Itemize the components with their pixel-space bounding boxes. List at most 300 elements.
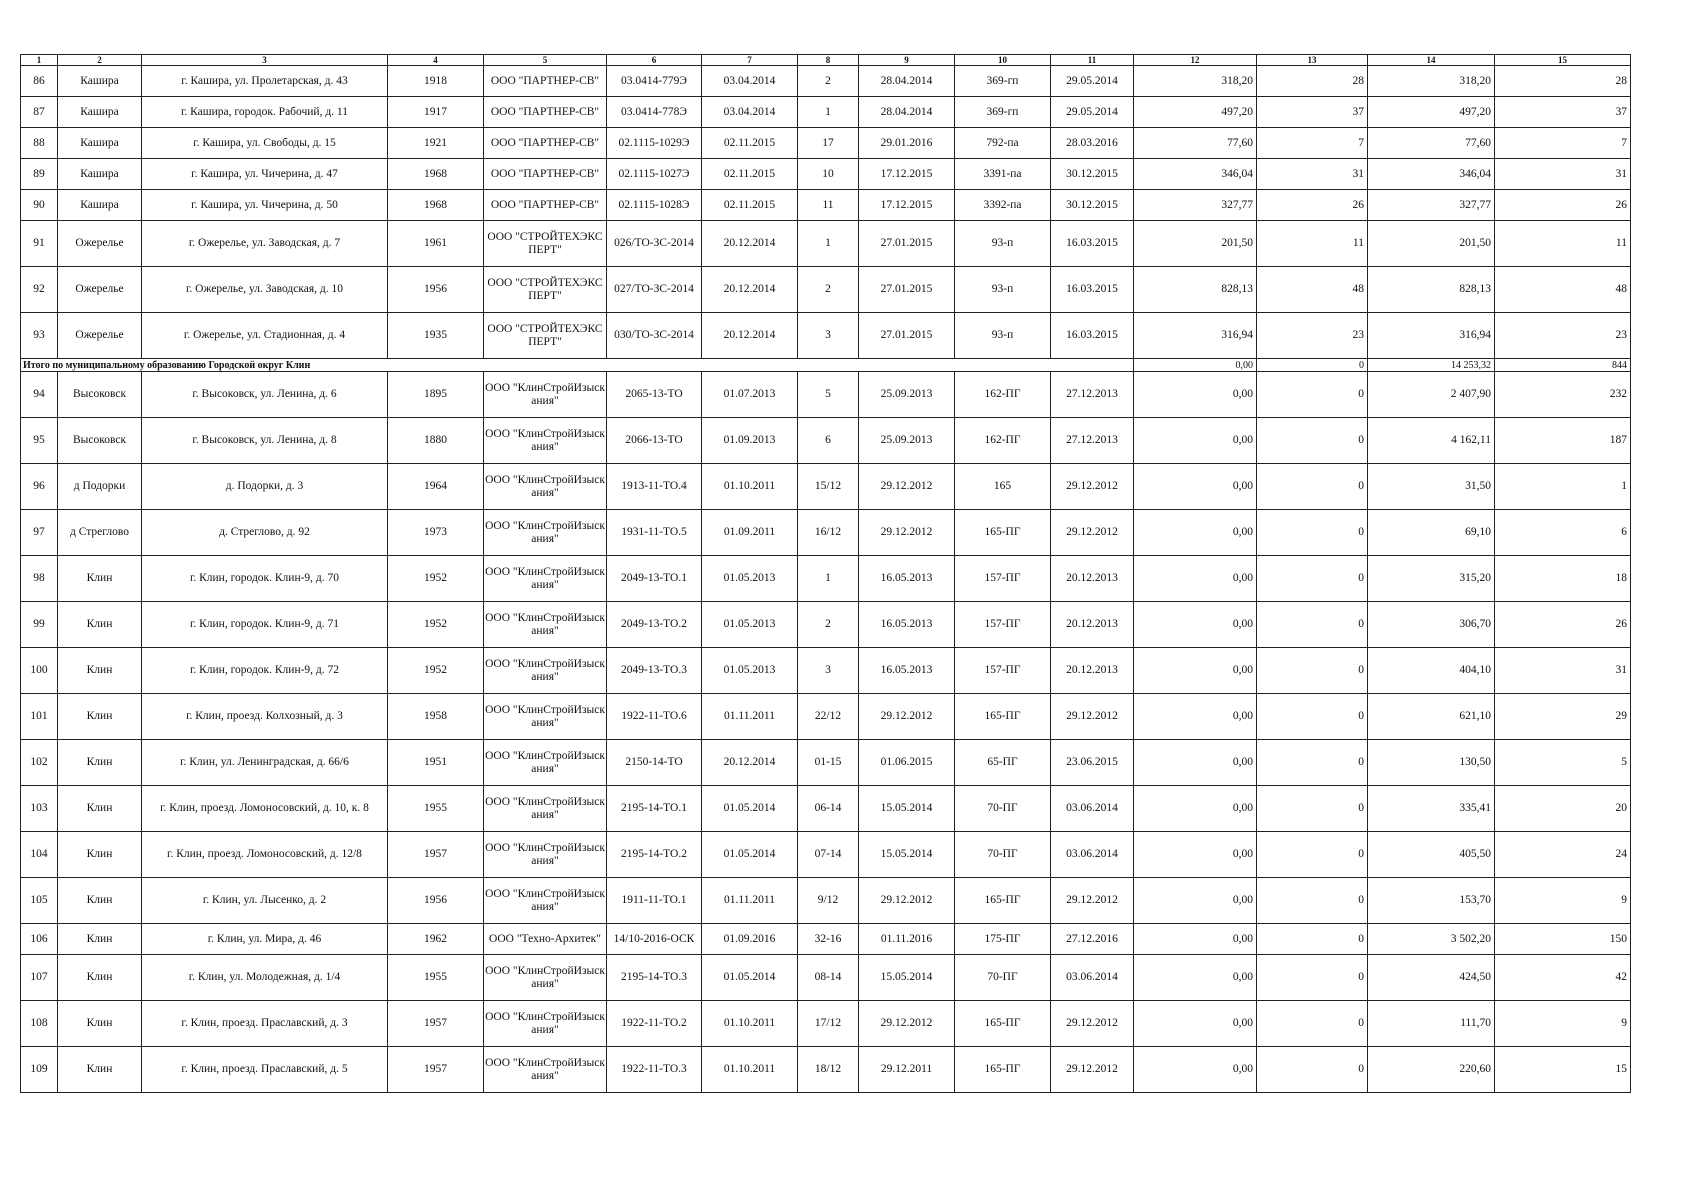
table-row [21, 556, 1631, 602]
doc-date: 02.11.2015 [702, 190, 798, 221]
address: г. Клин, проезд. Праславский, д. 5 [142, 1047, 388, 1093]
contractor: ООО "КлинСтройИзыскания" [484, 694, 607, 740]
locality: Клин [58, 878, 142, 924]
address: г. Клин, городок. Клин-9, д. 70 [142, 556, 388, 602]
act-date: 25.09.2013 [859, 418, 955, 464]
value-14: 130,50 [1368, 740, 1495, 786]
value-14: 4 162,11 [1368, 418, 1495, 464]
value-14: 335,41 [1368, 786, 1495, 832]
doc-number: 02.1115-1027Э [607, 159, 702, 190]
locality: Клин [58, 740, 142, 786]
value-13: 0 [1257, 510, 1368, 556]
contractor: ООО "Техно-Архитек" [484, 924, 607, 955]
col-header: 4 [388, 55, 484, 66]
value-14: 404,10 [1368, 648, 1495, 694]
col-header: 7 [702, 55, 798, 66]
doc-number: 027/ТО-ЗС-2014 [607, 267, 702, 313]
contractor: ООО "КлинСтройИзыскания" [484, 786, 607, 832]
order-date: 29.12.2012 [1051, 1047, 1134, 1093]
table-row [21, 97, 1631, 128]
contractor: ООО "ПАРТНЕР-СВ" [484, 159, 607, 190]
value-15: 15 [1495, 1047, 1631, 1093]
act-date: 28.04.2014 [859, 66, 955, 97]
act-date: 17.12.2015 [859, 190, 955, 221]
address: г. Ожерелье, ул. Стадионная, д. 4 [142, 313, 388, 359]
doc-number: 2195-14-ТО.1 [607, 786, 702, 832]
locality: Клин [58, 832, 142, 878]
table-row [21, 66, 1631, 97]
row-number: 90 [21, 190, 58, 221]
contractor: ООО "КлинСтройИзыскания" [484, 510, 607, 556]
row-number: 102 [21, 740, 58, 786]
row-number: 88 [21, 128, 58, 159]
doc-date: 20.12.2014 [702, 740, 798, 786]
build-year: 1958 [388, 694, 484, 740]
value-12: 0,00 [1134, 556, 1257, 602]
act-date: 27.01.2015 [859, 267, 955, 313]
row-number: 93 [21, 313, 58, 359]
table-row [21, 1047, 1631, 1093]
order-number: 3392-па [955, 190, 1051, 221]
build-year: 1973 [388, 510, 484, 556]
act-date: 15.05.2014 [859, 955, 955, 1001]
doc-number: 2049-13-ТО.2 [607, 602, 702, 648]
doc-date: 01.11.2011 [702, 694, 798, 740]
value-13: 0 [1257, 1047, 1368, 1093]
order-date: 03.06.2014 [1051, 786, 1134, 832]
act-number: 9/12 [798, 878, 859, 924]
build-year: 1921 [388, 128, 484, 159]
value-12: 0,00 [1134, 602, 1257, 648]
value-12: 0,00 [1134, 510, 1257, 556]
doc-date: 20.12.2014 [702, 313, 798, 359]
order-number: 162-ПГ [955, 372, 1051, 418]
value-14: 346,04 [1368, 159, 1495, 190]
act-number: 07-14 [798, 832, 859, 878]
act-number: 1 [798, 97, 859, 128]
locality: Кашира [58, 66, 142, 97]
value-14: 220,60 [1368, 1047, 1495, 1093]
order-date: 03.06.2014 [1051, 832, 1134, 878]
order-number: 157-ПГ [955, 602, 1051, 648]
total-v12: 0,00 [1134, 359, 1257, 372]
order-number: 165-ПГ [955, 510, 1051, 556]
act-number: 1 [798, 556, 859, 602]
value-12: 0,00 [1134, 464, 1257, 510]
value-15: 9 [1495, 1001, 1631, 1047]
row-number: 109 [21, 1047, 58, 1093]
build-year: 1964 [388, 464, 484, 510]
value-14: 497,20 [1368, 97, 1495, 128]
row-number: 98 [21, 556, 58, 602]
build-year: 1957 [388, 1047, 484, 1093]
act-date: 29.12.2012 [859, 464, 955, 510]
table-row [21, 955, 1631, 1001]
value-14: 828,13 [1368, 267, 1495, 313]
value-14: 315,20 [1368, 556, 1495, 602]
contractor: ООО "КлинСтройИзыскания" [484, 740, 607, 786]
locality: Клин [58, 556, 142, 602]
table-row [21, 602, 1631, 648]
row-number: 89 [21, 159, 58, 190]
address: д. Стреглово, д. 92 [142, 510, 388, 556]
act-number: 18/12 [798, 1047, 859, 1093]
value-15: 37 [1495, 97, 1631, 128]
locality: Ожерелье [58, 221, 142, 267]
act-date: 29.01.2016 [859, 128, 955, 159]
value-13: 0 [1257, 372, 1368, 418]
value-12: 828,13 [1134, 267, 1257, 313]
order-number: 157-ПГ [955, 556, 1051, 602]
table-row [21, 159, 1631, 190]
value-13: 0 [1257, 1001, 1368, 1047]
table-row [21, 267, 1631, 313]
build-year: 1962 [388, 924, 484, 955]
value-13: 0 [1257, 464, 1368, 510]
locality: Клин [58, 1047, 142, 1093]
address: г. Клин, ул. Ленинградская, д. 66/6 [142, 740, 388, 786]
doc-date: 03.04.2014 [702, 66, 798, 97]
build-year: 1961 [388, 221, 484, 267]
locality: Высоковск [58, 372, 142, 418]
locality: Ожерелье [58, 313, 142, 359]
value-12: 77,60 [1134, 128, 1257, 159]
order-number: 70-ПГ [955, 832, 1051, 878]
address: г. Клин, проезд. Праславский, д. 3 [142, 1001, 388, 1047]
value-15: 11 [1495, 221, 1631, 267]
act-date: 29.12.2011 [859, 1047, 955, 1093]
value-15: 42 [1495, 955, 1631, 1001]
build-year: 1956 [388, 878, 484, 924]
value-15: 5 [1495, 740, 1631, 786]
value-14: 405,50 [1368, 832, 1495, 878]
act-date: 15.05.2014 [859, 786, 955, 832]
locality: Клин [58, 1001, 142, 1047]
contractor: ООО "КлинСтройИзыскания" [484, 955, 607, 1001]
locality: Клин [58, 786, 142, 832]
order-date: 27.12.2013 [1051, 372, 1134, 418]
act-date: 28.04.2014 [859, 97, 955, 128]
act-date: 29.12.2012 [859, 878, 955, 924]
order-number: 70-ПГ [955, 955, 1051, 1001]
value-12: 0,00 [1134, 832, 1257, 878]
act-date: 27.01.2015 [859, 313, 955, 359]
value-12: 201,50 [1134, 221, 1257, 267]
act-number: 1 [798, 221, 859, 267]
row-number: 103 [21, 786, 58, 832]
address: г. Кашира, ул. Чичерина, д. 50 [142, 190, 388, 221]
value-13: 31 [1257, 159, 1368, 190]
order-number: 162-ПГ [955, 418, 1051, 464]
act-date: 16.05.2013 [859, 556, 955, 602]
order-number: 70-ПГ [955, 786, 1051, 832]
total-v13: 0 [1257, 359, 1368, 372]
total-v14: 14 253,32 [1368, 359, 1495, 372]
address: г. Ожерелье, ул. Заводская, д. 10 [142, 267, 388, 313]
order-date: 29.05.2014 [1051, 97, 1134, 128]
row-number: 108 [21, 1001, 58, 1047]
contractor: ООО "КлинСтройИзыскания" [484, 1001, 607, 1047]
act-date: 16.05.2013 [859, 648, 955, 694]
doc-number: 1922-11-ТО.6 [607, 694, 702, 740]
col-header: 2 [58, 55, 142, 66]
order-number: 157-ПГ [955, 648, 1051, 694]
value-15: 31 [1495, 648, 1631, 694]
doc-date: 01.05.2013 [702, 648, 798, 694]
value-13: 0 [1257, 694, 1368, 740]
col-header: 15 [1495, 55, 1631, 66]
value-12: 0,00 [1134, 924, 1257, 955]
locality: Высоковск [58, 418, 142, 464]
table-row [21, 190, 1631, 221]
value-14: 621,10 [1368, 694, 1495, 740]
doc-date: 03.04.2014 [702, 97, 798, 128]
table-row [21, 740, 1631, 786]
act-number: 08-14 [798, 955, 859, 1001]
value-13: 26 [1257, 190, 1368, 221]
contractor: ООО "ПАРТНЕР-СВ" [484, 97, 607, 128]
value-12: 0,00 [1134, 878, 1257, 924]
locality: Кашира [58, 159, 142, 190]
act-number: 22/12 [798, 694, 859, 740]
act-number: 17 [798, 128, 859, 159]
doc-number: 02.1115-1028Э [607, 190, 702, 221]
value-12: 346,04 [1134, 159, 1257, 190]
doc-number: 2049-13-ТО.1 [607, 556, 702, 602]
value-15: 29 [1495, 694, 1631, 740]
value-15: 28 [1495, 66, 1631, 97]
value-14: 316,94 [1368, 313, 1495, 359]
row-number: 91 [21, 221, 58, 267]
value-12: 497,20 [1134, 97, 1257, 128]
table-row [21, 313, 1631, 359]
value-13: 0 [1257, 602, 1368, 648]
contractor: ООО "КлинСтройИзыскания" [484, 372, 607, 418]
value-15: 24 [1495, 832, 1631, 878]
order-date: 29.12.2012 [1051, 1001, 1134, 1047]
act-date: 17.12.2015 [859, 159, 955, 190]
doc-number: 03.0414-779Э [607, 66, 702, 97]
address: г. Кашира, ул. Чичерина, д. 47 [142, 159, 388, 190]
address: г. Клин, проезд. Ломоносовский, д. 12/8 [142, 832, 388, 878]
act-number: 3 [798, 648, 859, 694]
locality: Клин [58, 694, 142, 740]
doc-number: 03.0414-778Э [607, 97, 702, 128]
address: г. Клин, проезд. Ломоносовский, д. 10, к. 8 [142, 786, 388, 832]
locality: Кашира [58, 128, 142, 159]
doc-date: 01.07.2013 [702, 372, 798, 418]
build-year: 1935 [388, 313, 484, 359]
row-number: 97 [21, 510, 58, 556]
value-13: 0 [1257, 418, 1368, 464]
row-number: 106 [21, 924, 58, 955]
total-v15: 844 [1495, 359, 1631, 372]
order-date: 27.12.2016 [1051, 924, 1134, 955]
contractor: ООО "ПАРТНЕР-СВ" [484, 128, 607, 159]
value-15: 48 [1495, 267, 1631, 313]
doc-number: 1911-11-ТО.1 [607, 878, 702, 924]
locality: Клин [58, 924, 142, 955]
contractor: ООО "КлинСтройИзыскания" [484, 556, 607, 602]
value-14: 201,50 [1368, 221, 1495, 267]
act-number: 10 [798, 159, 859, 190]
row-number: 87 [21, 97, 58, 128]
doc-date: 01.10.2011 [702, 1047, 798, 1093]
col-header: 8 [798, 55, 859, 66]
value-14: 327,77 [1368, 190, 1495, 221]
row-number: 105 [21, 878, 58, 924]
value-12: 0,00 [1134, 955, 1257, 1001]
locality: д Подорки [58, 464, 142, 510]
address: г. Клин, ул. Лысенко, д. 2 [142, 878, 388, 924]
act-date: 27.01.2015 [859, 221, 955, 267]
value-15: 187 [1495, 418, 1631, 464]
order-date: 30.12.2015 [1051, 159, 1134, 190]
row-number: 99 [21, 602, 58, 648]
value-12: 0,00 [1134, 1047, 1257, 1093]
doc-date: 01.05.2014 [702, 955, 798, 1001]
row-number: 94 [21, 372, 58, 418]
act-number: 3 [798, 313, 859, 359]
doc-date: 01.09.2011 [702, 510, 798, 556]
doc-number: 2195-14-ТО.3 [607, 955, 702, 1001]
order-number: 165-ПГ [955, 1001, 1051, 1047]
act-date: 29.12.2012 [859, 694, 955, 740]
contractor: ООО "КлинСтройИзыскания" [484, 418, 607, 464]
col-header: 5 [484, 55, 607, 66]
order-number: 165-ПГ [955, 694, 1051, 740]
doc-date: 01.09.2013 [702, 418, 798, 464]
value-14: 111,70 [1368, 1001, 1495, 1047]
act-number: 2 [798, 66, 859, 97]
table-row [21, 221, 1631, 267]
value-14: 3 502,20 [1368, 924, 1495, 955]
locality: Ожерелье [58, 267, 142, 313]
contractor: ООО "СТРОЙТЕХЭКСПЕРТ" [484, 267, 607, 313]
total-label: Итого по муниципальному образованию Городской округ Клин [21, 359, 1134, 372]
act-date: 16.05.2013 [859, 602, 955, 648]
contractor: ООО "КлинСтройИзыскания" [484, 878, 607, 924]
row-number: 101 [21, 694, 58, 740]
contractor: ООО "КлинСтройИзыскания" [484, 602, 607, 648]
act-date: 15.05.2014 [859, 832, 955, 878]
value-12: 327,77 [1134, 190, 1257, 221]
table-row [21, 832, 1631, 878]
doc-date: 01.05.2014 [702, 786, 798, 832]
row-number: 107 [21, 955, 58, 1001]
table-row [21, 786, 1631, 832]
act-number: 6 [798, 418, 859, 464]
address: г. Ожерелье, ул. Заводская, д. 7 [142, 221, 388, 267]
col-header: 10 [955, 55, 1051, 66]
doc-date: 01.11.2011 [702, 878, 798, 924]
row-number: 96 [21, 464, 58, 510]
build-year: 1957 [388, 1001, 484, 1047]
table-row [21, 648, 1631, 694]
row-number: 86 [21, 66, 58, 97]
value-14: 69,10 [1368, 510, 1495, 556]
locality: д Стреглово [58, 510, 142, 556]
value-14: 318,20 [1368, 66, 1495, 97]
order-date: 30.12.2015 [1051, 190, 1134, 221]
address: г. Кашира, ул. Пролетарская, д. 43 [142, 66, 388, 97]
value-14: 31,50 [1368, 464, 1495, 510]
col-header: 9 [859, 55, 955, 66]
address: д. Подорки, д. 3 [142, 464, 388, 510]
order-number: 93-п [955, 267, 1051, 313]
table-row [21, 510, 1631, 556]
build-year: 1952 [388, 602, 484, 648]
value-12: 0,00 [1134, 786, 1257, 832]
order-date: 23.06.2015 [1051, 740, 1134, 786]
act-date: 01.11.2016 [859, 924, 955, 955]
row-number: 100 [21, 648, 58, 694]
build-year: 1895 [388, 372, 484, 418]
order-number: 792-па [955, 128, 1051, 159]
value-13: 0 [1257, 786, 1368, 832]
row-number: 92 [21, 267, 58, 313]
value-12: 0,00 [1134, 418, 1257, 464]
value-15: 26 [1495, 190, 1631, 221]
contractor: ООО "ПАРТНЕР-СВ" [484, 66, 607, 97]
col-header: 13 [1257, 55, 1368, 66]
value-15: 20 [1495, 786, 1631, 832]
col-header: 3 [142, 55, 388, 66]
value-15: 150 [1495, 924, 1631, 955]
order-number: 369-гп [955, 97, 1051, 128]
order-date: 20.12.2013 [1051, 556, 1134, 602]
value-13: 0 [1257, 556, 1368, 602]
row-number: 95 [21, 418, 58, 464]
value-13: 0 [1257, 878, 1368, 924]
locality: Кашира [58, 190, 142, 221]
value-15: 26 [1495, 602, 1631, 648]
table-row [21, 464, 1631, 510]
total-row [21, 359, 1631, 372]
contractor: ООО "КлинСтройИзыскания" [484, 464, 607, 510]
value-15: 9 [1495, 878, 1631, 924]
order-date: 29.12.2012 [1051, 694, 1134, 740]
act-number: 2 [798, 267, 859, 313]
order-date: 16.03.2015 [1051, 313, 1134, 359]
build-year: 1968 [388, 190, 484, 221]
value-13: 0 [1257, 740, 1368, 786]
act-number: 2 [798, 602, 859, 648]
value-13: 0 [1257, 924, 1368, 955]
doc-number: 2065-13-ТО [607, 372, 702, 418]
order-number: 165-ПГ [955, 1047, 1051, 1093]
act-date: 29.12.2012 [859, 1001, 955, 1047]
doc-number: 2066-13-ТО [607, 418, 702, 464]
order-date: 29.12.2012 [1051, 510, 1134, 556]
act-number: 17/12 [798, 1001, 859, 1047]
locality: Клин [58, 648, 142, 694]
act-number: 01-15 [798, 740, 859, 786]
doc-number: 1913-11-ТО.4 [607, 464, 702, 510]
doc-date: 01.05.2013 [702, 556, 798, 602]
value-12: 0,00 [1134, 648, 1257, 694]
contractor: ООО "ПАРТНЕР-СВ" [484, 190, 607, 221]
doc-date: 01.10.2011 [702, 464, 798, 510]
address: г. Высоковск, ул. Ленина, д. 6 [142, 372, 388, 418]
order-date: 16.03.2015 [1051, 221, 1134, 267]
col-header: 11 [1051, 55, 1134, 66]
value-13: 48 [1257, 267, 1368, 313]
build-year: 1880 [388, 418, 484, 464]
address: г. Кашира, ул. Свободы, д. 15 [142, 128, 388, 159]
contractor: ООО "КлинСтройИзыскания" [484, 648, 607, 694]
order-date: 03.06.2014 [1051, 955, 1134, 1001]
